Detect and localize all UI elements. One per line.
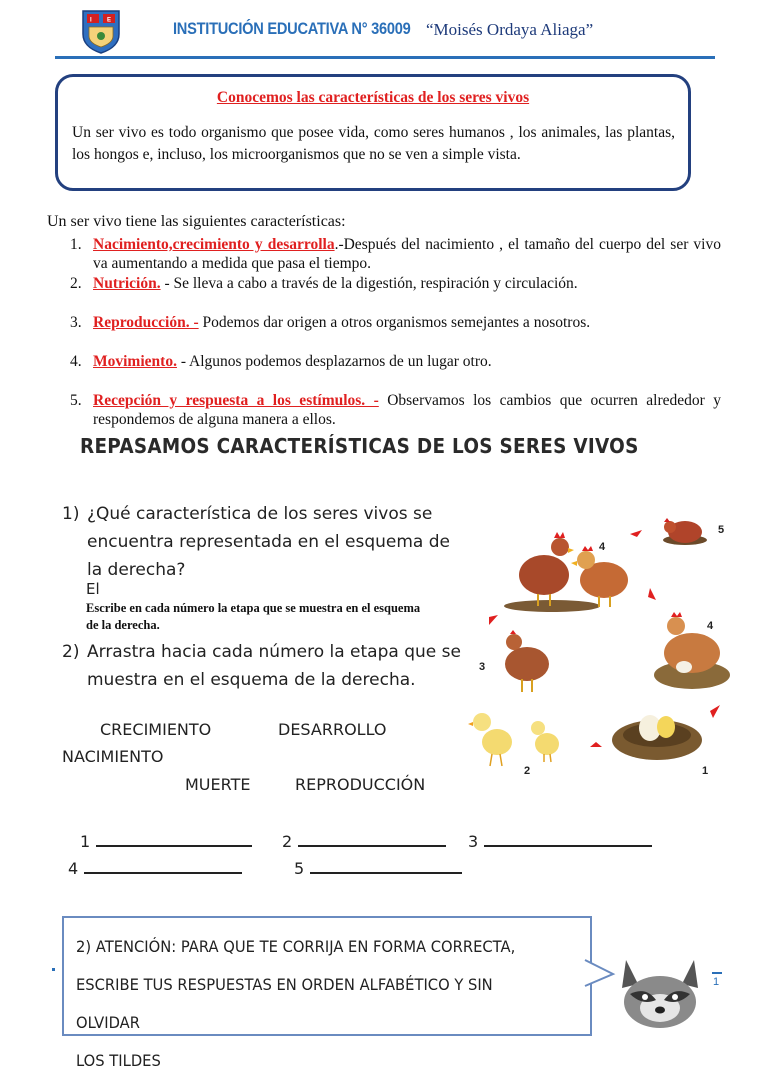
intro-title: Conocemos las características de los seres vivos xyxy=(216,89,530,106)
adult-hens-icon xyxy=(504,532,628,612)
arrow-icon xyxy=(710,705,720,718)
question-1 xyxy=(62,500,462,584)
item-desc: Observamos los cambios que ocurren alrededor y respondemos de alguna manera a ellos. xyxy=(93,392,721,428)
question-number: 2) xyxy=(62,642,80,662)
dead-hen-icon xyxy=(663,518,707,545)
word-option-desarrollo[interactable]: DESARROLLO xyxy=(278,720,387,739)
hen-life-cycle-illustration xyxy=(452,510,737,780)
attention-text xyxy=(76,928,554,1080)
question-2 xyxy=(62,638,462,694)
answer-blank-2[interactable] xyxy=(282,832,446,851)
instruction-text: Escribe en cada número la etapa que se muestra en el esquema de la derecha. xyxy=(86,601,421,632)
item-name: Movimiento. xyxy=(93,353,177,370)
answer-blank-3[interactable] xyxy=(468,832,652,851)
blank-line[interactable] xyxy=(84,860,242,874)
blank-line[interactable] xyxy=(484,833,652,847)
item-desc: - Algunos podemos desplazarnos de un lugar otro. xyxy=(176,353,492,370)
word-option-nacimiento[interactable]: NACIMIENTO xyxy=(62,747,164,766)
blank-number: 2 xyxy=(282,832,293,851)
intro-text: Un ser vivo es todo organismo que posee vida, como seres humanos , los animales, las plantas, los hongos e, incluso, los microorganismos que no se ven a simple vista. xyxy=(72,124,675,163)
answer-blank-1[interactable] xyxy=(80,832,252,851)
institution-name: “Moisés Ordaya Aliaga” xyxy=(426,20,594,39)
footer-rule xyxy=(712,972,722,974)
blank-line[interactable] xyxy=(298,833,446,847)
blank-number: 4 xyxy=(68,859,79,878)
diagram-label-3: 3 xyxy=(479,661,486,673)
characteristics-lead: Un ser vivo tiene las siguientes características: xyxy=(47,213,346,230)
school-shield-icon xyxy=(80,8,122,54)
item-name: Reproducción. - xyxy=(93,314,199,331)
blank-number: 1 xyxy=(80,832,91,851)
arrow-icon xyxy=(648,588,656,600)
arrow-icon xyxy=(630,530,642,537)
question-number: 1) xyxy=(62,504,80,524)
diagram-label-2: 2 xyxy=(524,765,531,777)
header-rule xyxy=(55,56,715,59)
question-text: ¿Qué característica de los seres vivos se encuentra representada en el esquema de la derecha? xyxy=(87,504,450,580)
item-name: Nutrición. xyxy=(93,275,161,292)
item-name: Recepción y respuesta a los estímulos. - xyxy=(93,392,379,409)
characteristic-item xyxy=(70,235,721,273)
item-name: Nacimiento,crecimiento y desarrolla xyxy=(93,236,335,253)
attention-line: LOS TILDES xyxy=(76,1051,161,1070)
raccoon-icon xyxy=(612,950,708,1024)
footer-dot xyxy=(52,968,55,971)
nesting-hen-icon xyxy=(654,612,730,689)
characteristic-item xyxy=(70,391,721,429)
bubble-tail xyxy=(585,958,615,988)
young-hen-icon xyxy=(505,630,549,692)
answer-fragment: El xyxy=(86,580,100,598)
item-desc: Podemos dar origen a otros organismos semejantes a nosotros. xyxy=(198,314,591,331)
page-header xyxy=(0,0,768,62)
blank-number: 5 xyxy=(294,859,305,878)
question-text: Arrastra hacia cada número la etapa que se muestra en el esquema de la derecha. xyxy=(87,642,461,690)
item-number: 2. xyxy=(70,275,82,292)
review-title: REPASAMOS CARACTERÍSTICAS DE LOS SERES VIVOS xyxy=(80,434,639,458)
word-option-reproduccion[interactable]: REPRODUCCIÓN xyxy=(295,775,426,794)
item-number: 3. xyxy=(70,314,82,331)
item-desc: .-Después del nacimiento , el tamaño del cuerpo del ser vivo va aumentando a medida que pasa el tiempo. xyxy=(93,236,721,272)
blank-number: 3 xyxy=(468,832,479,851)
answer-blank-5[interactable] xyxy=(294,859,462,878)
arrow-icon xyxy=(590,742,602,747)
diagram-label-5: 5 xyxy=(718,524,725,536)
attention-line: 2) ATENCIÓN: PARA QUE TE CORRIJA EN FORMA CORRECTA, xyxy=(76,937,516,956)
diagram-label-1: 1 xyxy=(702,765,709,777)
institution-title: INSTITUCIÓN EDUCATIVA N° 36009 xyxy=(173,19,411,38)
item-number: 1. xyxy=(70,236,82,253)
characteristic-item xyxy=(70,313,721,332)
item-number: 5. xyxy=(70,392,82,409)
intro-box xyxy=(55,74,691,191)
item-desc: - Se lleva a cabo a través de la digestión, respiración y circulación. xyxy=(160,275,578,292)
word-option-crecimiento[interactable]: CRECIMIENTO xyxy=(100,720,212,739)
shield-letter-i: I xyxy=(90,17,92,24)
attention-line: ESCRIBE TUS RESPUESTAS EN ORDEN ALFABÉTICO Y SIN OLVIDAR xyxy=(76,975,493,1032)
answer-blank-4[interactable] xyxy=(68,859,242,878)
word-option-muerte[interactable]: MUERTE xyxy=(185,775,251,794)
diagram-label-4-top: 4 xyxy=(599,541,606,553)
item-number: 4. xyxy=(70,353,82,370)
blank-line[interactable] xyxy=(310,860,462,874)
blank-line[interactable] xyxy=(96,833,252,847)
characteristic-item xyxy=(70,352,721,371)
page-number: 1 xyxy=(713,976,720,988)
diagram-label-4-right: 4 xyxy=(707,620,714,632)
characteristic-item xyxy=(70,274,721,293)
shield-letter-e: E xyxy=(107,17,112,24)
arrow-icon xyxy=(489,615,498,625)
hatching-egg-nest-icon xyxy=(612,715,702,760)
chicks-icon xyxy=(468,713,559,766)
